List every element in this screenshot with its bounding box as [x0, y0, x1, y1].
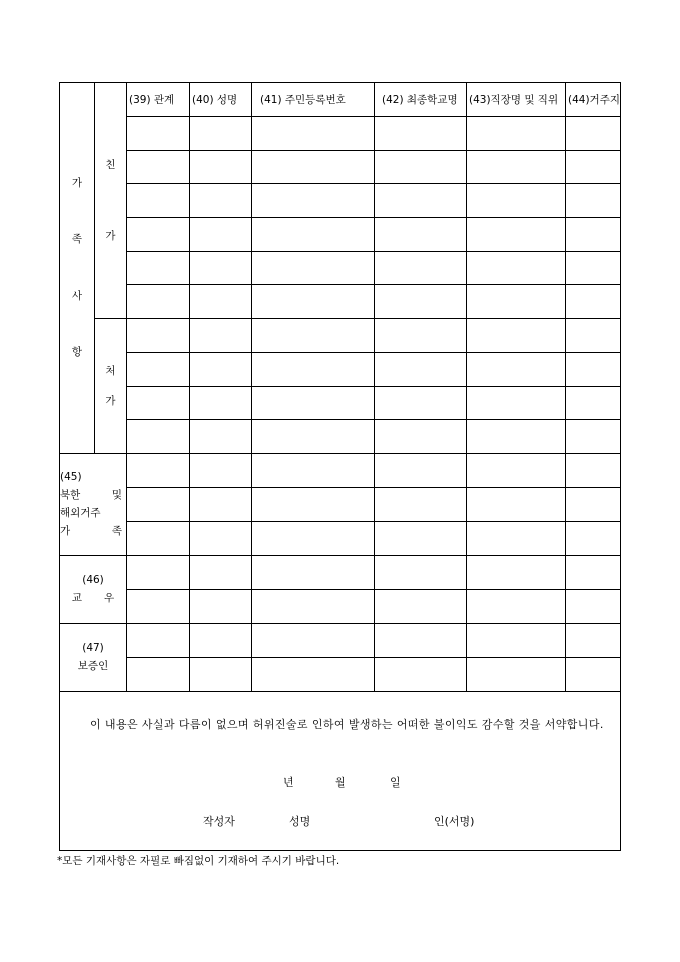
month-label: 월: [335, 775, 346, 789]
name-cell[interactable]: [190, 453, 252, 487]
school-cell[interactable]: [375, 218, 467, 252]
workplace-cell[interactable]: [467, 487, 566, 521]
name-cell[interactable]: [190, 386, 252, 420]
table-row: [60, 623, 621, 657]
paternal-label: [95, 83, 127, 319]
relation-cell[interactable]: [127, 589, 190, 623]
workplace-cell[interactable]: [467, 420, 566, 454]
relation-cell[interactable]: [127, 623, 190, 657]
overseas-line1-a: 북한: [60, 489, 81, 502]
table-row: [60, 251, 621, 285]
guarantor-label: [60, 623, 127, 691]
resident-number-cell[interactable]: [252, 352, 375, 386]
name-cell[interactable]: [190, 218, 252, 252]
table-row: [60, 420, 621, 454]
name-cell[interactable]: [190, 319, 252, 353]
school-cell[interactable]: [375, 555, 467, 589]
school-cell[interactable]: [375, 150, 467, 184]
relation-cell[interactable]: [127, 487, 190, 521]
name-cell[interactable]: [190, 555, 252, 589]
friends-number: (46): [82, 574, 104, 587]
workplace-cell[interactable]: [467, 555, 566, 589]
school-cell[interactable]: [375, 589, 467, 623]
workplace-cell[interactable]: [467, 623, 566, 657]
footnote: *모든 기재사항은 자필로 빠짐없이 기재하여 주시기 바랍니다.: [57, 855, 340, 867]
maternal-label: [95, 319, 127, 454]
relation-cell[interactable]: [127, 184, 190, 218]
name-cell[interactable]: [190, 420, 252, 454]
friends-label: [60, 555, 127, 623]
school-cell[interactable]: [375, 184, 467, 218]
table-row: [60, 319, 621, 353]
relation-cell[interactable]: [127, 521, 190, 555]
school-cell[interactable]: [375, 657, 467, 691]
residence-cell[interactable]: [566, 555, 621, 589]
residence-cell[interactable]: [566, 184, 621, 218]
workplace-cell[interactable]: [467, 184, 566, 218]
resident-number-cell[interactable]: [252, 184, 375, 218]
name-cell[interactable]: [190, 117, 252, 151]
table-row: [60, 657, 621, 691]
resident-number-cell[interactable]: [252, 150, 375, 184]
residence-cell[interactable]: [566, 251, 621, 285]
residence-cell[interactable]: [566, 352, 621, 386]
resident-number-cell[interactable]: [252, 555, 375, 589]
name-cell[interactable]: [190, 352, 252, 386]
relation-cell[interactable]: [127, 555, 190, 589]
name-cell[interactable]: [190, 251, 252, 285]
relation-cell[interactable]: [127, 251, 190, 285]
pledge-box: [60, 691, 621, 850]
family-section-char: 족: [71, 233, 83, 246]
friends-char: 우: [104, 592, 115, 605]
table-row: [60, 521, 621, 555]
relation-cell[interactable]: [127, 150, 190, 184]
resident-number-cell[interactable]: [252, 319, 375, 353]
resident-number-cell[interactable]: [252, 251, 375, 285]
friends-char: 교: [71, 592, 82, 605]
relation-cell[interactable]: [127, 117, 190, 151]
overseas-line1-b: 및: [111, 489, 122, 502]
name-cell[interactable]: [190, 657, 252, 691]
residence-cell[interactable]: [566, 420, 621, 454]
workplace-cell[interactable]: [467, 150, 566, 184]
residence-cell[interactable]: [566, 623, 621, 657]
family-section-label: [60, 83, 95, 454]
residence-cell[interactable]: [566, 285, 621, 319]
resident-number-cell[interactable]: [252, 386, 375, 420]
overseas-number: (45): [60, 471, 82, 484]
resident-number-cell[interactable]: [252, 420, 375, 454]
name-cell[interactable]: [190, 623, 252, 657]
guarantor-number: (47): [82, 642, 104, 655]
header-workplace: (43)직장명 및 직위: [467, 83, 566, 117]
residence-cell[interactable]: [566, 521, 621, 555]
resident-number-cell[interactable]: [252, 657, 375, 691]
family-info-form: [59, 82, 621, 851]
workplace-cell[interactable]: [467, 218, 566, 252]
resident-number-cell[interactable]: [252, 285, 375, 319]
table-row: [60, 352, 621, 386]
name-cell[interactable]: [190, 150, 252, 184]
name-cell[interactable]: [190, 184, 252, 218]
residence-cell[interactable]: [566, 150, 621, 184]
name-label: 성명: [289, 814, 311, 828]
relation-cell[interactable]: [127, 386, 190, 420]
workplace-cell[interactable]: [467, 657, 566, 691]
relation-cell[interactable]: [127, 453, 190, 487]
workplace-cell[interactable]: [467, 117, 566, 151]
workplace-cell[interactable]: [467, 521, 566, 555]
name-cell[interactable]: [190, 487, 252, 521]
overseas-family-label: [60, 453, 127, 555]
residence-cell[interactable]: [566, 218, 621, 252]
guarantor-text: 보증인: [77, 660, 109, 673]
header-school: (42) 최종학교명: [375, 83, 467, 117]
residence-cell[interactable]: [566, 487, 621, 521]
resident-number-cell[interactable]: [252, 117, 375, 151]
resident-number-cell[interactable]: [252, 623, 375, 657]
day-label: 일: [390, 775, 401, 789]
school-cell[interactable]: [375, 521, 467, 555]
residence-cell[interactable]: [566, 117, 621, 151]
family-section-char: 사: [71, 289, 83, 302]
overseas-line3: [60, 522, 126, 540]
school-cell[interactable]: [375, 319, 467, 353]
residence-cell[interactable]: [566, 657, 621, 691]
school-cell[interactable]: [375, 386, 467, 420]
workplace-cell[interactable]: [467, 319, 566, 353]
school-cell[interactable]: [375, 285, 467, 319]
table-row: [60, 150, 621, 184]
overseas-line2: 해외거주: [60, 507, 101, 520]
name-cell[interactable]: [190, 285, 252, 319]
table-row: [60, 589, 621, 623]
name-cell[interactable]: [190, 589, 252, 623]
overseas-line3-b: 족: [111, 525, 122, 538]
resident-number-cell[interactable]: [252, 218, 375, 252]
school-cell[interactable]: [375, 453, 467, 487]
table-row: [60, 487, 621, 521]
resident-number-cell[interactable]: [252, 589, 375, 623]
overseas-line3-a: 가: [60, 525, 71, 538]
workplace-cell[interactable]: [467, 352, 566, 386]
school-cell[interactable]: [375, 420, 467, 454]
family-section-char: 항: [71, 346, 83, 359]
header-relation: (39) 관계: [127, 83, 190, 117]
table-row: [60, 184, 621, 218]
residence-cell[interactable]: [566, 319, 621, 353]
table-row: [60, 453, 621, 487]
header-name: (40) 성명: [190, 83, 252, 117]
pledge-text: 이 내용은 사실과 다름이 없으며 허위진술로 인하여 발생하는 어떠한 불이익도 감수할 것을 서약합니다.: [90, 717, 604, 731]
header-residence: (44)거주지: [566, 83, 621, 117]
workplace-cell[interactable]: [467, 251, 566, 285]
workplace-cell[interactable]: [467, 386, 566, 420]
maternal-char: 가: [105, 395, 116, 407]
table-row: [60, 218, 621, 252]
table-row: [60, 555, 621, 589]
school-cell[interactable]: [375, 352, 467, 386]
writer-label: 작성자: [203, 814, 235, 828]
relation-cell[interactable]: [127, 420, 190, 454]
name-cell[interactable]: [190, 521, 252, 555]
workplace-cell[interactable]: [467, 453, 566, 487]
table-row: [60, 285, 621, 319]
maternal-char: 처: [105, 364, 116, 377]
header-resident-number: (41) 주민등록번호: [252, 83, 375, 117]
relation-cell[interactable]: [127, 352, 190, 386]
relation-cell[interactable]: [127, 319, 190, 353]
resident-number-cell[interactable]: [252, 487, 375, 521]
workplace-cell[interactable]: [467, 589, 566, 623]
school-cell[interactable]: [375, 623, 467, 657]
relation-cell[interactable]: [127, 285, 190, 319]
table-row: [60, 386, 621, 420]
workplace-cell[interactable]: [467, 285, 566, 319]
school-cell[interactable]: [375, 117, 467, 151]
school-cell[interactable]: [375, 251, 467, 285]
relation-cell[interactable]: [127, 657, 190, 691]
year-label: 년: [283, 775, 294, 789]
friends-text: [60, 589, 126, 607]
table-row: [60, 117, 621, 151]
seal-label: 인(서명): [434, 814, 475, 828]
resident-number-cell[interactable]: [252, 521, 375, 555]
residence-cell[interactable]: [566, 589, 621, 623]
school-cell[interactable]: [375, 487, 467, 521]
overseas-line1: [60, 486, 126, 504]
paternal-char: 가: [105, 229, 116, 242]
family-section-char: 가: [71, 176, 83, 189]
relation-cell[interactable]: [127, 218, 190, 252]
residence-cell[interactable]: [566, 453, 621, 487]
paternal-char: 친: [105, 159, 116, 172]
resident-number-cell[interactable]: [252, 453, 375, 487]
residence-cell[interactable]: [566, 386, 621, 420]
